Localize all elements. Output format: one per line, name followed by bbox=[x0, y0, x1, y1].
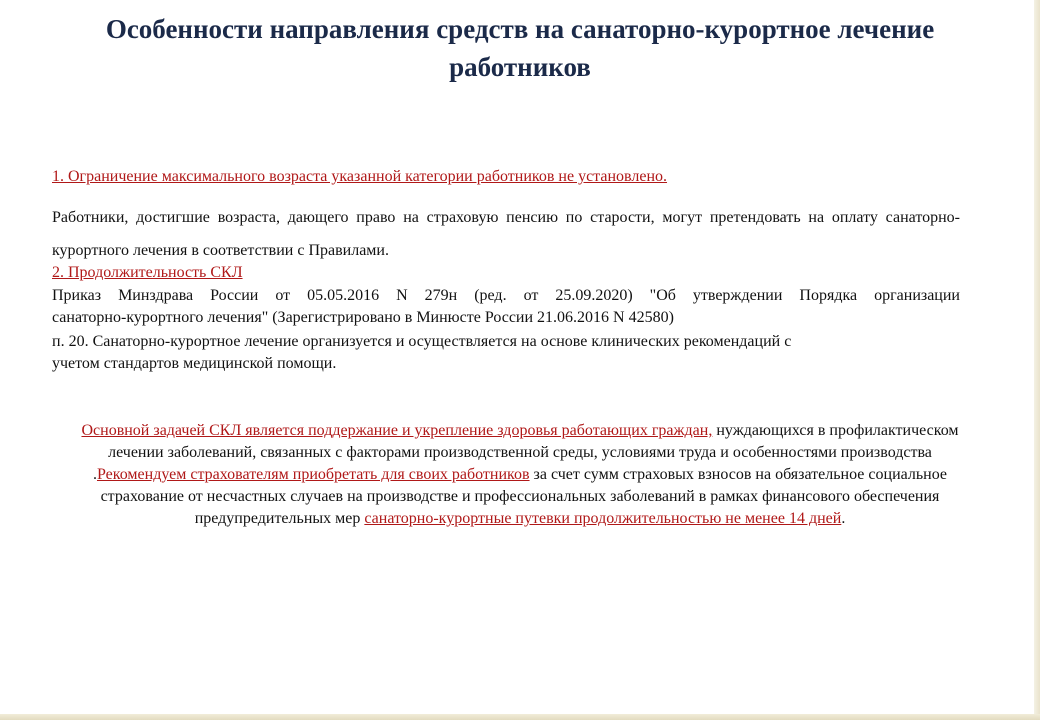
summary-text-1: нуждающихся в профилактическом лечении заболеваний, связанных с факторами производственной среды, условиями труда и особенностями производства . bbox=[92, 422, 959, 483]
order-reference bbox=[52, 285, 960, 329]
point-line-2: учетом стандартов медицинской помощи. bbox=[52, 355, 337, 372]
section-2-heading: 2. Продолжительность СКЛ bbox=[52, 264, 243, 281]
summary-text-2: за счет сумм страховых взносов на обязательное социальное страхование от несчастных случаев на производстве и профессиональных заболеваний в рамках финансового обеспечения предупредительных мер bbox=[100, 466, 948, 527]
point-line-1: п. 20. Санаторно-курортное лечение организуется и осуществляется на основе клинических рекомендаций с bbox=[52, 333, 792, 350]
slide-frame-bottom bbox=[0, 714, 1040, 720]
summary-red-1: Основной задачей СКЛ является поддержание и укрепление здоровья работающих граждан, bbox=[81, 422, 713, 439]
order-line-1: Приказ Минздрава России от 05.05.2016 N 279н (ред. от 25.09.2020) "Об утверждении Порядка организации bbox=[52, 287, 960, 304]
slide-frame-right bbox=[1034, 0, 1040, 720]
point-20 bbox=[52, 331, 960, 375]
slide-title: Особенности направления средств на санаторно-курортное лечение работников bbox=[105, 14, 935, 82]
summary-red-3: санаторно-курортные путевки продолжительностью не менее 14 дней bbox=[364, 510, 842, 527]
summary-text-3: . bbox=[841, 510, 846, 527]
order-line-2: санаторно-курортного лечения" (Зарегистрировано в Минюсте России 21.06.2016 N 42580) bbox=[52, 309, 674, 326]
summary-red-2: Рекомендуем страхователям приобретать для своих работников bbox=[96, 466, 530, 483]
summary-paragraph bbox=[60, 420, 980, 530]
section-1-heading: 1. Ограничение максимального возраста указанной категории работников не установлено. bbox=[52, 168, 668, 185]
section-1-text: Работники, достигшие возраста, дающего право на страховую пенсию по старости, могут претендовать на оплату санаторно-курортного лечения в соответствии с Правилами. bbox=[52, 209, 960, 259]
